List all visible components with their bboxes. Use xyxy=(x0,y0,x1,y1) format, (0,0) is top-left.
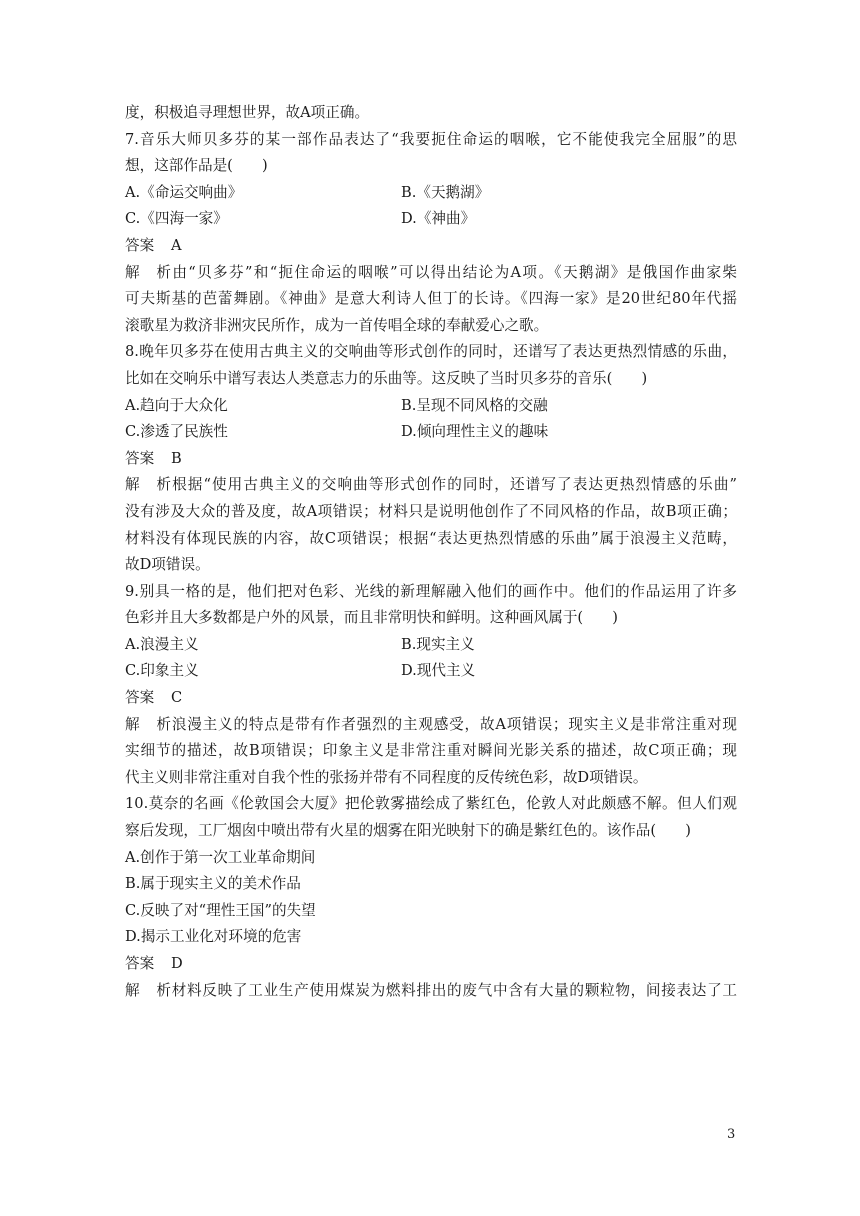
option-c: C.《四海一家》 xyxy=(125,210,228,228)
question-9-stem-cont: 色彩并且大多数都是户外的风景，而且非常明快和鲜明。这种画风属于( ) xyxy=(125,609,618,627)
option-a: A.创作于第一次工业革命期间 xyxy=(125,848,316,866)
question-9-stem: 9.别具一格的是，他们把对色彩、光线的新理解融入他们的画作中。他们的作品运用了许多 xyxy=(125,582,737,600)
option-d: D.倾向理性主义的趣味 xyxy=(401,423,549,441)
analysis-10 xyxy=(125,978,737,1005)
analysis-9-cont: 实细节的描述，故B项错误；印象主义是非常注重对瞬间光影关系的描述，故C项正确；现 xyxy=(125,742,737,760)
question-8-options-row1 xyxy=(125,393,737,420)
question-7-options-row1 xyxy=(125,180,737,207)
analysis-8-cont: 材料没有体现民族的内容，故C项错误；根据“表达更热烈情感的乐曲”属于浪漫主义范畴， xyxy=(125,529,737,547)
analysis-text: 根据“使用古典主义的交响曲等形式创作的同时，还谱写了表达更热烈情感的乐曲” xyxy=(171,476,737,494)
option-b: B.《天鹅湖》 xyxy=(401,183,490,201)
text-line: 度，积极追寻理想世界，故A项正确。 xyxy=(125,104,370,121)
analysis-9 xyxy=(125,712,737,739)
analysis-label: 解析 xyxy=(125,263,171,281)
answer-label: 答案 xyxy=(125,689,155,707)
analysis-label: 解析 xyxy=(125,476,171,494)
question-9-options-row1 xyxy=(125,632,737,659)
answer-9 xyxy=(125,685,737,712)
option-c: C.渗透了民族性 xyxy=(125,423,228,441)
question-7-stem-cont: 想，这部作品是( ) xyxy=(125,157,268,175)
answer-value: B xyxy=(171,449,182,467)
question-8-options-row2 xyxy=(125,419,737,446)
option-d: D.揭示工业化对环境的危害 xyxy=(125,928,302,946)
question-8-stem-cont: 比如在交响乐中谱写表达人类意志力的乐曲等。这反映了当时贝多芬的音乐( ) xyxy=(125,369,648,387)
answer-value: A xyxy=(171,236,182,254)
analysis-text: 浪漫主义的特点是带有作者强烈的主观感受，故A项错误；现实主义是非常注重对现 xyxy=(171,715,737,733)
answer-value: C xyxy=(171,689,183,707)
analysis-8-cont: 没有涉及大众的普及度，故A项错误；材料只是说明他创作了不同风格的作品，故B项正确； xyxy=(125,502,737,520)
analysis-text: 材料反映了工业生产使用煤炭为燃料排出的废气中含有大量的颗粒物，间接表达了工 xyxy=(171,981,737,999)
analysis-7-cont: 可夫斯基的芭蕾舞剧。《神曲》是意大利诗人但丁的长诗。《四海一家》是20世纪80年代摇 xyxy=(125,290,737,308)
option-c: C.反映了对“理性王国”的失望 xyxy=(125,901,316,919)
answer-7 xyxy=(125,233,737,260)
analysis-7-cont: 滚歌星为救济非洲灾民所作，成为一首传唱全球的奉献爱心之歌。 xyxy=(125,316,549,334)
page-number: 3 xyxy=(727,1127,736,1142)
analysis-8-cont: 故D项错误。 xyxy=(125,556,210,574)
option-a: A.浪漫主义 xyxy=(125,635,199,653)
question-9-options-row2 xyxy=(125,658,737,685)
question-10-stem: 10.莫奈的名画《伦敦国会大厦》把伦敦雾描绘成了紫红色，伦敦人对此颇感不解。但人们观 xyxy=(125,795,737,813)
answer-10 xyxy=(125,951,737,978)
analysis-label: 解析 xyxy=(125,715,171,733)
option-a: A.趋向于大众化 xyxy=(125,396,228,414)
answer-label: 答案 xyxy=(125,955,155,972)
analysis-9-cont: 代主义则非常注重对自我个性的张扬并带有不同程度的反传统色彩，故D项错误。 xyxy=(125,768,648,786)
option-b: B.现实主义 xyxy=(401,635,475,653)
question-7-options-row2 xyxy=(125,206,737,233)
option-d: D.现代主义 xyxy=(401,662,476,680)
option-b: B.属于现实主义的美术作品 xyxy=(125,875,301,893)
page-content xyxy=(125,100,737,1004)
option-d: D.《神曲》 xyxy=(401,210,476,228)
analysis-7 xyxy=(125,260,737,287)
answer-label: 答案 xyxy=(125,449,155,467)
option-b: B.呈现不同风格的交融 xyxy=(401,396,548,414)
analysis-label: 解析 xyxy=(125,981,171,999)
analysis-8 xyxy=(125,472,737,499)
option-c: C.印象主义 xyxy=(125,662,199,680)
answer-8 xyxy=(125,446,737,473)
analysis-text: 由“贝多芬”和“扼住命运的咽喉”可以得出结论为A项。《天鹅湖》是俄国作曲家柴 xyxy=(171,263,737,281)
answer-label: 答案 xyxy=(125,236,155,254)
answer-value: D xyxy=(171,955,183,972)
option-a: A.《命运交响曲》 xyxy=(125,183,243,201)
question-7-stem: 7.音乐大师贝多芬的某一部作品表达了“我要扼住命运的咽喉，它不能使我完全屈服”的思 xyxy=(125,130,737,148)
question-10-stem-cont: 察后发现，工厂烟囱中喷出带有火星的烟雾在阳光映射下的确是紫红色的。该作品( ) xyxy=(125,822,691,840)
question-8-stem: 8.晚年贝多芬在使用古典主义的交响曲等形式创作的同时，还谱写了表达更热烈情感的乐曲， xyxy=(125,343,737,361)
